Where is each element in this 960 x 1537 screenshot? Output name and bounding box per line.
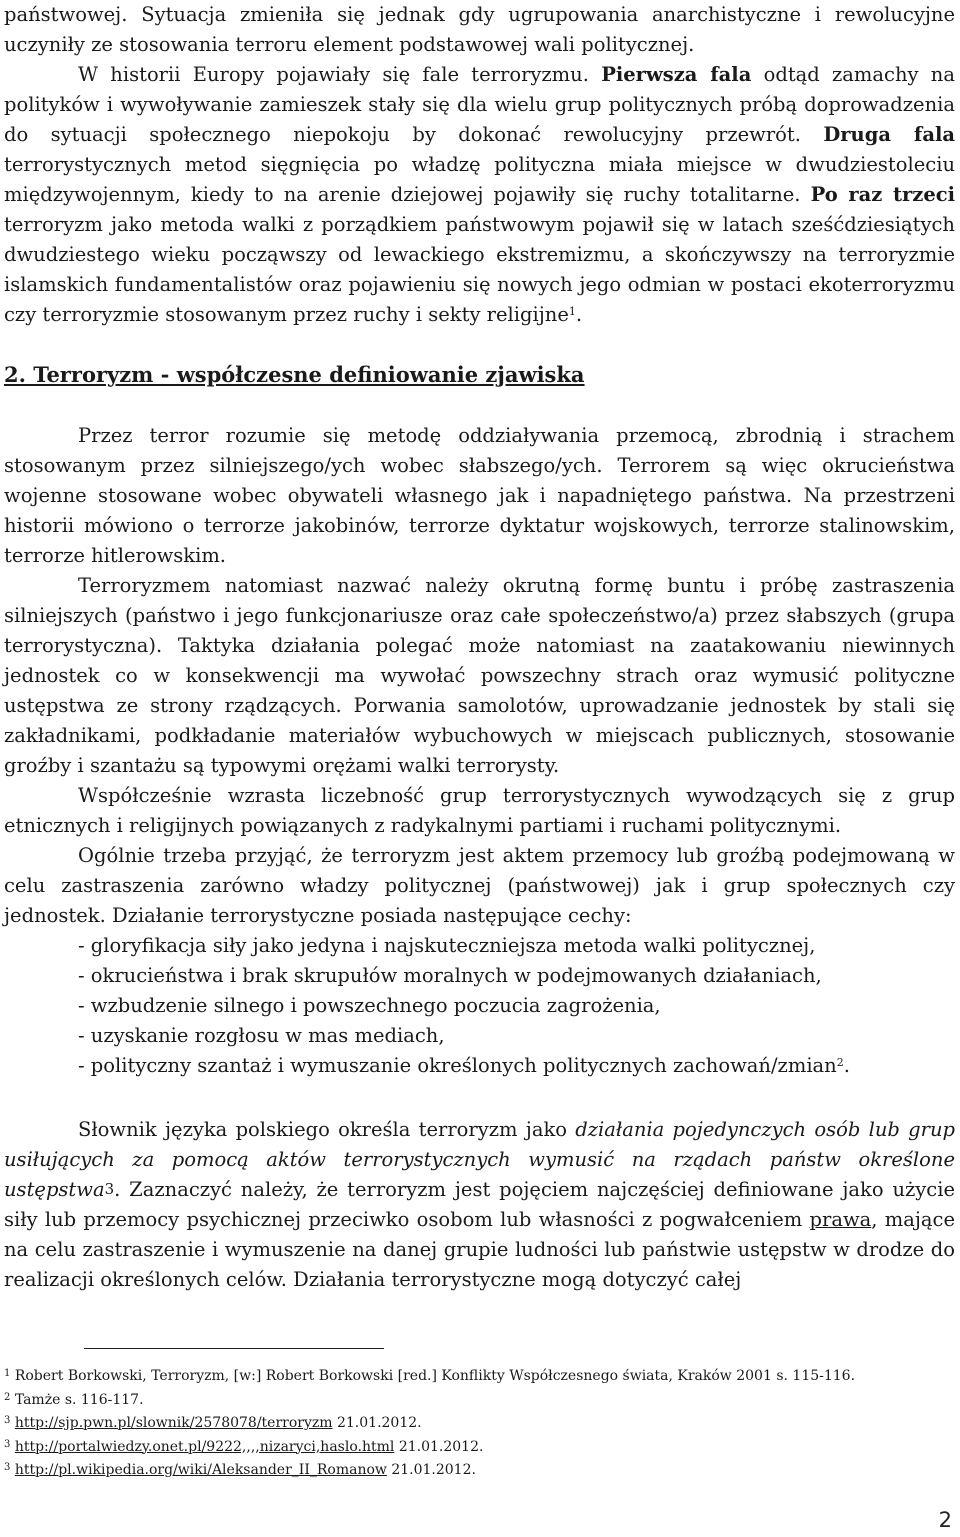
footnote-item bbox=[4, 1436, 955, 1460]
paragraph-intro bbox=[4, 0, 955, 60]
footnote-ref[interactable]: 3 bbox=[104, 1180, 115, 1198]
paragraph-waves bbox=[4, 60, 955, 330]
footnote-number: 3 bbox=[4, 1438, 11, 1450]
footnotes bbox=[4, 1365, 955, 1483]
text-span: Słownik języka polskiego określa terroryzm jako bbox=[78, 1118, 568, 1141]
text-span: W historii Europy pojawiały się fale terroryzmu. bbox=[78, 63, 589, 86]
paragraph-terror: Przez terror rozumie się metodę oddziaływania przemocą, zbrodnią i strachem stosowanym przez silniejszego/ych wobec słabszego/ych. Terrorem są więc okrucieństwa wojenne stosowane wobec obywateli własnego jak i napadniętego państwa. Na przestrzeni historii mówiono o terrorze jakobinów, terrorze dyktatur wojskowych, terrorze stalinowskim, terrorze hitlerowskim. bbox=[4, 424, 955, 567]
page-number: 2 bbox=[938, 1508, 952, 1532]
footnote-divider bbox=[84, 1348, 384, 1349]
list-item: - okrucieństwa i brak skrupułów moralnych w podejmowanych działaniach, bbox=[78, 964, 822, 987]
paragraph-general: Ogólnie trzeba przyjąć, że terroryzm jest aktem przemocy lub groźbą podejmowaną w celu zastraszenia zarówno władzy politycznej (państwowej) jak i grup społecznych czy jednostek. Działanie terrorystyczne posiada następujące cechy: bbox=[4, 844, 955, 927]
text-span: terrorystycznych metod sięgnięcia po władzę polityczna miała miejsce w dwudziestoleciu międzywojennym, kiedy to na arenie dziejowej pojawiły się ruchy totalitarne. bbox=[4, 153, 955, 206]
text-span: . bbox=[843, 1054, 850, 1077]
footnote-text: Robert Borkowski, Terroryzm, [w:] Robert Borkowski [red.] Konflikty Współczesnego świata, Kraków 2001 s. 115-116. bbox=[14, 1368, 856, 1384]
footnote-number: 1 bbox=[4, 1368, 11, 1379]
footnote-item bbox=[4, 1389, 955, 1413]
footnote-link[interactable]: http://sjp.pwn.pl/slownik/2578078/terroryzm bbox=[14, 1415, 333, 1431]
footnote-text: Tamże s. 116-117. bbox=[14, 1391, 144, 1408]
bold-term-third-wave: Po raz trzeci bbox=[810, 183, 956, 206]
text-span: terroryzm jako metoda walki z porządkiem państwowym pojawił się w latach sześćdziesiątych dwudziestego wieku począwszy od lewackiego ekstremizmu, a skończywszy na terroryzmie islamskich fundamentalistów oraz pojawieniu się nowych jego odmian w postaci ekoterroryzmu czy terroryzmie stosowanym przez ruchy i sekty religijne bbox=[4, 213, 955, 326]
dictionary-section bbox=[4, 1115, 955, 1295]
intro-section bbox=[4, 0, 955, 330]
footnote-date: 21.01.2012. bbox=[398, 1438, 484, 1455]
footnote-date: 21.01.2012. bbox=[391, 1462, 476, 1478]
footnote-ref[interactable]: 2 bbox=[836, 1056, 844, 1069]
section-heading: 2. Terroryzm - współczesne definiowanie zjawiska bbox=[4, 362, 585, 387]
text-span: odtąd zamachy na polityków i wywoływanie zamieszek stały się dla wielu grup politycznych próbą doprowadzenia do sytuacji społecznego niepokoju by dokonać rewolucyjny przewrót. bbox=[4, 63, 955, 146]
footnote-number: 3 bbox=[4, 1462, 11, 1473]
list-item: - wzbudzenie silnego i powszechnego poczucia zagrożenia, bbox=[78, 994, 661, 1017]
features-list bbox=[4, 931, 955, 1081]
bold-term-first-wave: Pierwsza fala bbox=[601, 63, 752, 86]
footnote-link[interactable]: http://portalwiedzy.onet.pl/9222,,,,nizaryci,haslo.html bbox=[14, 1438, 395, 1455]
text-span: państwowej. Sytuacja zmieniła się jednak gdy ugrupowania anarchistyczne i rewolucyjne uczyniły ze stosowania terroru element podstawowej wali politycznej. bbox=[4, 3, 955, 56]
paragraph-contemporary: Współcześnie wzrasta liczebność grup terrorystycznych wywodzących się z grup etnicznych i religijnych powiązanych z radykalnymi partiami i ruchami politycznymi. bbox=[4, 784, 955, 837]
text-span: . Zaznaczyć należy, że terroryzm jest pojęciem najczęściej definiowane jako użycie siły lub przemocy psychicznej przeciwko osobom lub własności z pogwałceniem bbox=[4, 1178, 955, 1231]
list-item: - uzyskanie rozgłosu w mas mediach, bbox=[78, 1024, 445, 1047]
list-item: - gloryfikacja siły jako jedyna i najskuteczniejsza metoda walki politycznej, bbox=[78, 934, 816, 957]
definition-section bbox=[4, 421, 955, 1081]
prawa-link[interactable]: prawa bbox=[809, 1208, 872, 1231]
footnote-item bbox=[4, 1365, 955, 1389]
bold-term-second-wave: Druga fala bbox=[823, 123, 955, 146]
italic-quote: działania pojedynczych osób lub grup usiłujących za pomocą aktów terrorystycznych wymusić na rządach państw określone ustępstwa bbox=[4, 1118, 955, 1201]
footnote-number: 3 bbox=[4, 1415, 11, 1426]
footnote-link[interactable]: http://pl.wikipedia.org/wiki/Aleksander_II_Romanow bbox=[14, 1462, 387, 1478]
footnote-item bbox=[4, 1412, 955, 1436]
footnote-item bbox=[4, 1459, 955, 1483]
text-span: - polityczny szantaż i wymuszanie określonych politycznych zachowań/zmian bbox=[78, 1054, 837, 1077]
paragraph-terrorism: Terroryzmem natomiast nazwać należy okrutną formę buntu i próbę zastraszenia silniejszych (państwo i jego funkcjonariusze oraz całe społeczeństwo/a) przez słabszych (grupa terrorystyczna). Taktyka działania polegać może natomiast na zaatakowaniu niewinnych jednostek co w konsekwencji ma wywołać powszechny strach oraz wymusić polityczne ustępstwa ze strony rządzących. Porwania samolotów, uprowadzanie jednostek by stali się zakładnikami, podkładanie materiałów wybuchowych w miejscach publicznych, stosowanie groźby i szantażu są typowymi orężami walki terrorysty. bbox=[4, 574, 955, 777]
footnote-number: 2 bbox=[4, 1391, 11, 1403]
list-item bbox=[78, 1051, 955, 1081]
footnote-ref[interactable]: 1 bbox=[568, 305, 576, 318]
paragraph-dictionary bbox=[4, 1115, 955, 1295]
footnote-date: 21.01.2012. bbox=[336, 1415, 422, 1431]
text-span: . bbox=[575, 303, 583, 326]
text-span: , mające na celu zastraszenie i wymuszenie na danej grupie ludności lub państwie ustępstw w drodze do realizacji określonych celów. Działania terrorystyczne mogą dotyczyć całej bbox=[4, 1208, 955, 1291]
